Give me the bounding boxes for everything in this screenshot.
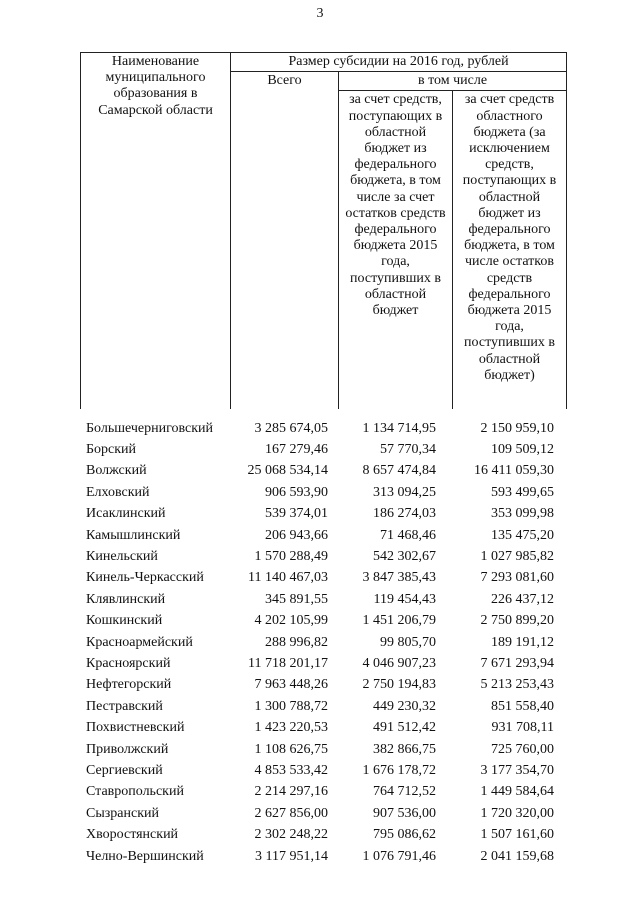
table-row [80,461,566,482]
regional-amount: 1 507 161,60 [480,827,554,843]
header-including: в том числе [339,72,567,91]
regional-amount: 109 509,12 [491,442,554,458]
total-amount: 1 300 788,72 [254,698,328,714]
regional-amount: 7 671 293,94 [480,655,554,671]
federal-amount: 8 657 474,84 [362,463,436,479]
regional-amount: 593 499,65 [491,484,554,500]
municipality-name: Сызранский [86,805,159,821]
total-amount: 7 963 448,26 [254,677,328,693]
total-amount: 1 570 288,49 [254,549,328,565]
header-municipality: Наименование муниципального образования в Самарской области [81,53,231,410]
municipality-name: Похвистневский [86,720,185,736]
table-row [80,546,566,567]
subsidy-table-body [80,418,566,867]
header-subsidy-size: Размер субсидии на 2016 год, рублей [231,53,567,72]
table-row [80,482,566,503]
total-amount: 539 374,01 [265,506,328,522]
federal-amount: 119 454,43 [373,591,436,607]
header-regional-funds: за счет средств областного бюджета (за исключением средств, поступающих в областной бюджет из федерального бюджета, в том числе остатков средств федерального бюджета 2015 года, поступивших в областной бюджет) [453,91,567,410]
municipality-name: Красноярский [86,655,171,671]
regional-amount: 189 191,12 [491,634,554,650]
regional-amount: 2 041 159,68 [480,848,554,864]
regional-amount: 931 708,11 [491,720,554,736]
regional-amount: 16 411 059,30 [474,463,554,479]
total-amount: 3 285 674,05 [254,420,328,436]
federal-amount: 491 512,42 [373,720,436,736]
federal-amount: 449 230,32 [373,698,436,714]
municipality-name: Исаклинский [86,506,166,522]
page-number: 3 [316,6,324,21]
regional-amount: 135 475,20 [491,527,554,543]
total-amount: 11 718 201,17 [248,655,328,671]
total-amount: 206 943,66 [265,527,328,543]
municipality-name: Большечерниговский [86,420,214,436]
table-row [80,439,566,460]
federal-amount: 907 536,00 [373,805,436,821]
regional-amount: 725 760,00 [491,741,554,757]
total-amount: 11 140 467,03 [248,570,328,586]
federal-amount: 1 076 791,46 [362,848,436,864]
subsidy-table-header [80,52,567,409]
regional-amount: 3 177 354,70 [480,762,554,778]
table-row [80,632,566,653]
total-amount: 2 627 856,00 [254,805,328,821]
table-row [80,717,566,738]
federal-amount: 99 805,70 [380,634,436,650]
total-amount: 2 214 297,16 [254,784,328,800]
table-row [80,696,566,717]
regional-amount: 851 558,40 [491,698,554,714]
federal-amount: 3 847 385,43 [362,570,436,586]
table-row [80,589,566,610]
municipality-name: Камышлинский [86,527,181,543]
municipality-name: Сергиевский [86,762,163,778]
federal-amount: 1 134 714,95 [362,420,436,436]
municipality-name: Красноармейский [86,634,193,650]
total-amount: 2 302 248,22 [254,827,328,843]
total-amount: 4 202 105,99 [254,613,328,629]
federal-amount: 4 046 907,23 [362,655,436,671]
municipality-name: Волжский [86,463,147,479]
federal-amount: 71 468,46 [380,527,436,543]
federal-amount: 57 770,34 [380,442,436,458]
municipality-name: Пестравский [86,698,163,714]
federal-amount: 795 086,62 [373,827,436,843]
total-amount: 345 891,55 [265,591,328,607]
table-row [80,803,566,824]
municipality-name: Нефтегорский [86,677,172,693]
table-row [80,782,566,803]
table-row [80,568,566,589]
table-row [80,675,566,696]
municipality-name: Клявлинский [86,591,166,607]
municipality-name: Кинельский [86,549,158,565]
federal-amount: 1 451 206,79 [362,613,436,629]
municipality-name: Елховский [86,484,150,500]
municipality-name: Кинель-Черкасский [86,570,204,586]
table-row [80,418,566,439]
federal-amount: 542 302,67 [373,549,436,565]
municipality-name: Ставропольский [86,784,184,800]
regional-amount: 1 449 584,64 [480,784,554,800]
table-row [80,653,566,674]
municipality-name: Приволжский [86,741,169,757]
table-row [80,739,566,760]
regional-amount: 353 099,98 [491,506,554,522]
table-row [80,504,566,525]
table-row [80,525,566,546]
federal-amount: 1 676 178,72 [362,762,436,778]
regional-amount: 2 750 899,20 [480,613,554,629]
total-amount: 288 996,82 [265,634,328,650]
regional-amount: 2 150 959,10 [480,420,554,436]
table-row [80,760,566,781]
total-amount: 4 853 533,42 [254,762,328,778]
federal-amount: 2 750 194,83 [362,677,436,693]
header-total: Всего [231,72,339,410]
table-row [80,611,566,632]
regional-amount: 226 437,12 [491,591,554,607]
federal-amount: 313 094,25 [373,484,436,500]
total-amount: 1 108 626,75 [254,741,328,757]
regional-amount: 1 027 985,82 [480,549,554,565]
regional-amount: 1 720 320,00 [480,805,554,821]
regional-amount: 5 213 253,43 [480,677,554,693]
federal-amount: 382 866,75 [373,741,436,757]
table-row [80,824,566,845]
total-amount: 906 593,90 [265,484,328,500]
table-row [80,846,566,867]
header-federal-funds: за счет средств, поступающих в областной бюджет из федерального бюджета, в том числе за счет остатков средств федерального бюджета 2015 года, поступивших в областной бюджет [339,91,453,410]
total-amount: 1 423 220,53 [254,720,328,736]
federal-amount: 186 274,03 [373,506,436,522]
municipality-name: Хворостянский [86,827,179,843]
total-amount: 167 279,46 [265,442,328,458]
municipality-name: Борский [86,442,137,458]
total-amount: 3 117 951,14 [255,848,328,864]
federal-amount: 764 712,52 [373,784,436,800]
regional-amount: 7 293 081,60 [480,570,554,586]
municipality-name: Челно-Вершинский [86,848,204,864]
total-amount: 25 068 534,14 [247,463,328,479]
municipality-name: Кошкинский [86,613,163,629]
